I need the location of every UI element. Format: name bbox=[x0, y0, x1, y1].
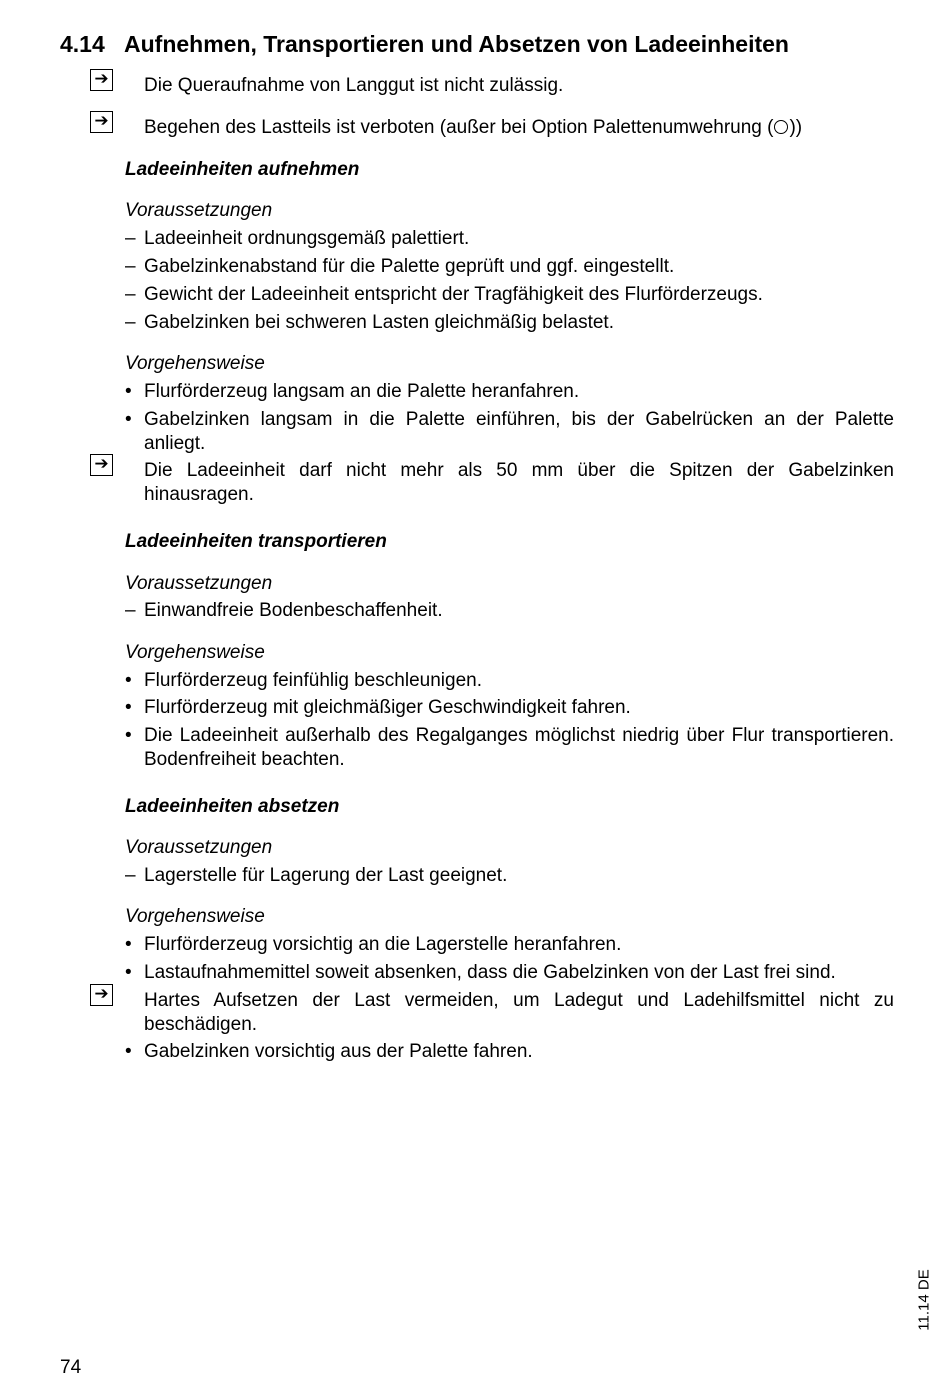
note-text: Hartes Aufsetzen der Last vermeiden, um Ladegut und Ladehilfsmittel nicht zu beschädigen. bbox=[144, 990, 894, 1035]
procedure-step: Die Ladeeinheit außerhalb des Regalganges möglichst niedrig über Flur transportieren. Bodenfreiheit beachten. bbox=[144, 725, 894, 770]
note-arrow-icon: ➔ bbox=[90, 454, 113, 476]
prerequisite-item: Gabelzinkenabstand für die Palette geprüft und ggf. eingestellt. bbox=[144, 256, 675, 277]
procedure-step: Flurförderzeug langsam an die Palette heranfahren. bbox=[144, 381, 580, 402]
subsection-heading: Ladeeinheiten aufnehmen bbox=[125, 159, 360, 180]
subsection-heading: Ladeeinheiten transportieren bbox=[125, 531, 387, 552]
procedure-step: Gabelzinken langsam in die Palette einführen, bis der Gabelrücken an der Palette anliegt. bbox=[144, 409, 894, 454]
prerequisite-item: Einwandfreie Bodenbeschaffenheit. bbox=[144, 600, 443, 621]
procedure-label: Vorgehensweise bbox=[125, 353, 265, 374]
dash-marker: – bbox=[125, 312, 136, 333]
dash-marker: – bbox=[125, 284, 136, 305]
bullet-marker: • bbox=[125, 1041, 132, 1062]
prerequisite-item: Ladeeinheit ordnungsgemäß palettiert. bbox=[144, 228, 470, 249]
prerequisite-item: Gewicht der Ladeeinheit entspricht der Tragfähigkeit des Flurförderzeugs. bbox=[144, 284, 763, 305]
edition-code: 11.14 DE bbox=[915, 1269, 933, 1331]
procedure-label: Vorgehensweise bbox=[125, 906, 265, 927]
procedure-label: Vorgehensweise bbox=[125, 642, 265, 663]
note-text-part: Begehen des Lastteils ist verboten (außer bei Option Palettenumwehrung ( bbox=[144, 117, 774, 138]
prerequisites-label: Voraussetzungen bbox=[125, 837, 273, 858]
procedure-step: Flurförderzeug vorsichtig an die Lagerstelle heranfahren. bbox=[144, 934, 622, 955]
procedure-step: Flurförderzeug feinfühlig beschleunigen. bbox=[144, 670, 482, 691]
note-text bbox=[144, 116, 802, 140]
subsection-heading: Ladeeinheiten absetzen bbox=[125, 796, 340, 817]
bullet-marker: • bbox=[125, 697, 132, 718]
prerequisites-label: Voraussetzungen bbox=[125, 200, 273, 221]
section-title: Aufnehmen, Transportieren und Absetzen von Ladeeinheiten bbox=[124, 31, 789, 57]
prerequisite-item: Lagerstelle für Lagerung der Last geeignet. bbox=[144, 865, 508, 886]
bullet-marker: • bbox=[125, 725, 132, 746]
dash-marker: – bbox=[125, 865, 136, 886]
dash-marker: – bbox=[125, 228, 136, 249]
note-arrow-icon: ➔ bbox=[90, 984, 113, 1006]
section-number: 4.14 bbox=[60, 31, 105, 57]
note-text: Die Ladeeinheit darf nicht mehr als 50 mm über die Spitzen der Gabelzinken hinausragen. bbox=[144, 460, 894, 505]
note-text-part: )) bbox=[789, 117, 803, 138]
dash-marker: – bbox=[125, 256, 136, 277]
prerequisite-item: Gabelzinken bei schweren Lasten gleichmäßig belastet. bbox=[144, 312, 614, 333]
note-arrow-icon: ➔ bbox=[90, 111, 113, 133]
procedure-step: Flurförderzeug mit gleichmäßiger Geschwindigkeit fahren. bbox=[144, 697, 631, 718]
dash-marker: – bbox=[125, 600, 136, 621]
note-text: Die Queraufnahme von Langgut ist nicht zulässig. bbox=[144, 75, 564, 96]
bullet-marker: • bbox=[125, 962, 132, 983]
prerequisites-label: Voraussetzungen bbox=[125, 573, 273, 594]
page-number: 74 bbox=[60, 1357, 82, 1378]
note-arrow-icon: ➔ bbox=[90, 69, 113, 91]
bullet-marker: • bbox=[125, 409, 132, 430]
bullet-marker: • bbox=[125, 381, 132, 402]
bullet-marker: • bbox=[125, 670, 132, 691]
bullet-marker: • bbox=[125, 934, 132, 955]
procedure-step: Gabelzinken vorsichtig aus der Palette fahren. bbox=[144, 1041, 533, 1062]
option-circle-icon bbox=[774, 120, 788, 134]
procedure-step: Lastaufnahmemittel soweit absenken, dass die Gabelzinken von der Last frei sind. bbox=[144, 962, 836, 983]
